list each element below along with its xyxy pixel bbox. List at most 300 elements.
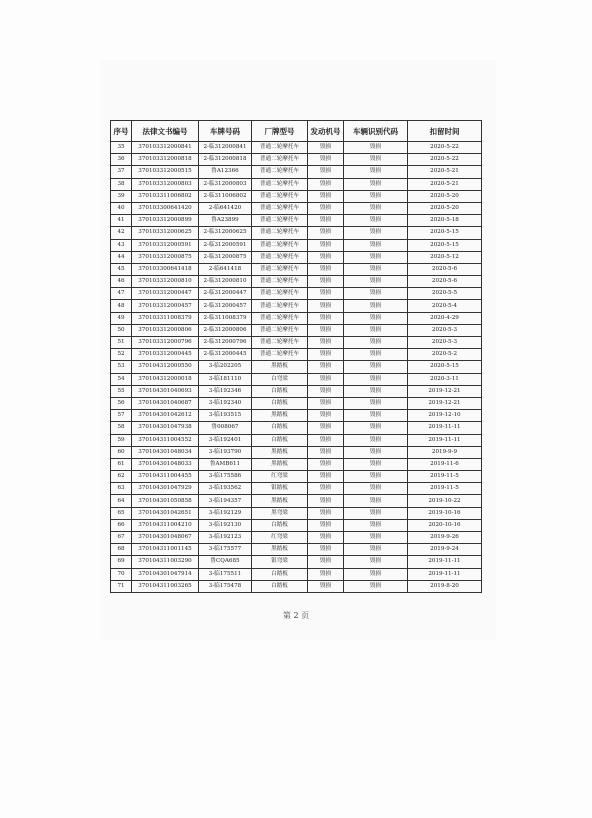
detention-date-cell: 2019-11-11: [408, 556, 482, 568]
serial-no-cell: 71: [111, 580, 132, 592]
table-row: [111, 373, 482, 385]
plate-no-cell: 3-临193562: [199, 483, 252, 495]
detention-date-cell: 2020-5-15: [408, 227, 482, 239]
document-no-cell: 370103311006802: [132, 190, 199, 202]
engine-no-cell: 毁损: [308, 239, 344, 251]
detention-date-cell: 2019-11-11: [408, 422, 482, 434]
table-row: [111, 495, 482, 507]
vin-cell: 毁损: [344, 239, 408, 251]
model-cell: 普通二轮摩托车: [252, 239, 308, 251]
model-cell: 银踏板: [252, 483, 308, 495]
engine-no-cell: 毁损: [308, 166, 344, 178]
vin-cell: 毁损: [344, 337, 408, 349]
model-cell: 白踏板: [252, 580, 308, 592]
vin-cell: 毁损: [344, 251, 408, 263]
plate-no-cell: 3-临192346: [199, 385, 252, 397]
header-document-no: 法律文书编号: [132, 121, 199, 142]
engine-no-cell: 毁损: [308, 495, 344, 507]
detention-date-cell: 2019-9-9: [408, 446, 482, 458]
vin-cell: 毁损: [344, 166, 408, 178]
document-no-cell: 370104301042612: [132, 410, 199, 422]
document-no-cell: 370104311004552: [132, 434, 199, 446]
engine-no-cell: 毁损: [308, 446, 344, 458]
detention-date-cell: 2019-11-11: [408, 568, 482, 580]
table-row: [111, 215, 482, 227]
plate-no-cell: 3-临193515: [199, 410, 252, 422]
vin-cell: 毁损: [344, 580, 408, 592]
document-no-cell: 370104312000550: [132, 361, 199, 373]
vin-cell: 毁损: [344, 519, 408, 531]
table-row: [111, 568, 482, 580]
vin-cell: 毁损: [344, 410, 408, 422]
serial-no-cell: 48: [111, 300, 132, 312]
plate-no-cell: 3-临192123: [199, 532, 252, 544]
detention-date-cell: 2019-11-5: [408, 471, 482, 483]
vin-cell: 毁损: [344, 434, 408, 446]
table-row: [111, 324, 482, 336]
engine-no-cell: 毁损: [308, 385, 344, 397]
vin-cell: 毁损: [344, 276, 408, 288]
engine-no-cell: 毁损: [308, 361, 344, 373]
model-cell: 普通二轮摩托车: [252, 263, 308, 275]
plate-no-cell: 2-临312000591: [199, 239, 252, 251]
document-no-cell: 370103312000806: [132, 324, 199, 336]
document-no-cell: 370103312000796: [132, 337, 199, 349]
vin-cell: 毁损: [344, 471, 408, 483]
engine-no-cell: 毁损: [308, 471, 344, 483]
document-no-cell: 370104301047914: [132, 568, 199, 580]
plate-no-cell: 3-临181110: [199, 373, 252, 385]
detention-date-cell: 2019-12-21: [408, 397, 482, 409]
detention-date-cell: 2019-12-10: [408, 410, 482, 422]
vin-cell: 毁损: [344, 154, 408, 166]
table-row: [111, 142, 482, 154]
document-no-cell: 370104311004210: [132, 519, 199, 531]
table-row: [111, 337, 482, 349]
serial-no-cell: 49: [111, 312, 132, 324]
table-row: [111, 300, 482, 312]
table-row: [111, 385, 482, 397]
detention-date-cell: 2020-5-5: [408, 288, 482, 300]
serial-no-cell: 44: [111, 251, 132, 263]
plate-no-cell: 鲁A23899: [199, 215, 252, 227]
vin-cell: 毁损: [344, 227, 408, 239]
serial-no-cell: 50: [111, 324, 132, 336]
table-row: [111, 580, 482, 592]
engine-no-cell: 毁损: [308, 263, 344, 275]
model-cell: 普通二轮摩托车: [252, 276, 308, 288]
plate-no-cell: 鲁AMB611: [199, 458, 252, 470]
document-no-cell: 370104311003265: [132, 580, 199, 592]
table-row: [111, 276, 482, 288]
serial-no-cell: 56: [111, 397, 132, 409]
detention-date-cell: 2020-5-6: [408, 263, 482, 275]
serial-no-cell: 70: [111, 568, 132, 580]
header-serial-no: 序号: [111, 121, 132, 142]
document-no-cell: 370103312000810: [132, 276, 199, 288]
table-body: [111, 142, 482, 593]
document-no-cell: 370104301050858: [132, 495, 199, 507]
detention-date-cell: 2020-5-15: [408, 361, 482, 373]
serial-no-cell: 43: [111, 239, 132, 251]
engine-no-cell: 毁损: [308, 142, 344, 154]
document-no-cell: 370103312000591: [132, 239, 199, 251]
serial-no-cell: 57: [111, 410, 132, 422]
serial-no-cell: 65: [111, 507, 132, 519]
plate-no-cell: 3-临175511: [199, 568, 252, 580]
plate-no-cell: 2-临312000841: [199, 142, 252, 154]
engine-no-cell: 毁损: [308, 227, 344, 239]
vin-cell: 毁损: [344, 458, 408, 470]
table-row: [111, 361, 482, 373]
model-cell: 普通二轮摩托车: [252, 154, 308, 166]
serial-no-cell: 38: [111, 178, 132, 190]
engine-no-cell: 毁损: [308, 288, 344, 300]
table-header-row: [111, 121, 482, 142]
serial-no-cell: 69: [111, 556, 132, 568]
vin-cell: 毁损: [344, 507, 408, 519]
plate-no-cell: 3-临192401: [199, 434, 252, 446]
plate-no-cell: 2-临312000796: [199, 337, 252, 349]
serial-no-cell: 37: [111, 166, 132, 178]
table-row: [111, 239, 482, 251]
model-cell: 白踏板: [252, 397, 308, 409]
table-row: [111, 397, 482, 409]
document-no-cell: 370104301047929: [132, 483, 199, 495]
document-no-cell: 370103312000899: [132, 215, 199, 227]
document-no-cell: 370104301042651: [132, 507, 199, 519]
plate-no-cell: 3-临194357: [199, 495, 252, 507]
engine-no-cell: 毁损: [308, 312, 344, 324]
detention-date-cell: 2020-3-11: [408, 373, 482, 385]
plate-no-cell: 3-临192129: [199, 507, 252, 519]
detention-date-cell: 2019-9-26: [408, 532, 482, 544]
document-no-cell: 370104311004455: [132, 471, 199, 483]
plate-no-cell: 鲁008067: [199, 422, 252, 434]
detention-date-cell: 2020-5-20: [408, 190, 482, 202]
engine-no-cell: 毁损: [308, 544, 344, 556]
detention-date-cell: 2019-10-16: [408, 507, 482, 519]
table-row: [111, 154, 482, 166]
table-row: [111, 446, 482, 458]
vin-cell: 毁损: [344, 142, 408, 154]
engine-no-cell: 毁损: [308, 349, 344, 361]
model-cell: 白踏板: [252, 422, 308, 434]
model-cell: 银弯梁: [252, 556, 308, 568]
engine-no-cell: 毁损: [308, 215, 344, 227]
vin-cell: 毁损: [344, 215, 408, 227]
serial-no-cell: 51: [111, 337, 132, 349]
detention-date-cell: 2020-5-2: [408, 349, 482, 361]
vin-cell: 毁损: [344, 373, 408, 385]
document-no-cell: 370103312000818: [132, 154, 199, 166]
vin-cell: 毁损: [344, 361, 408, 373]
page-number: 第 2 页: [282, 611, 310, 620]
serial-no-cell: 67: [111, 532, 132, 544]
plate-no-cell: 2-临312000806: [199, 324, 252, 336]
table-row: [111, 556, 482, 568]
plate-no-cell: 2-临312000625: [199, 227, 252, 239]
detention-date-cell: 2020-5-21: [408, 166, 482, 178]
document-no-cell: 370104301048067: [132, 532, 199, 544]
table-row: [111, 544, 482, 556]
engine-no-cell: 毁损: [308, 154, 344, 166]
document-no-cell: 370104301048034: [132, 446, 199, 458]
document-no-cell: 370104301048033: [132, 458, 199, 470]
engine-no-cell: 毁损: [308, 324, 344, 336]
table-row: [111, 227, 482, 239]
plate-no-cell: 2-临311008379: [199, 312, 252, 324]
vin-cell: 毁损: [344, 544, 408, 556]
model-cell: 普通二轮摩托车: [252, 166, 308, 178]
table-row: [111, 507, 482, 519]
table-row: [111, 312, 482, 324]
serial-no-cell: 41: [111, 215, 132, 227]
engine-no-cell: 毁损: [308, 276, 344, 288]
table-row: [111, 532, 482, 544]
detention-date-cell: 2020-5-22: [408, 154, 482, 166]
model-cell: 普通二轮摩托车: [252, 312, 308, 324]
model-cell: 白弯梁: [252, 373, 308, 385]
model-cell: 红弯梁: [252, 471, 308, 483]
vin-cell: 毁损: [344, 288, 408, 300]
plate-no-cell: 2-临312000457: [199, 300, 252, 312]
table-row: [111, 410, 482, 422]
plate-no-cell: 3-临193790: [199, 446, 252, 458]
engine-no-cell: 毁损: [308, 483, 344, 495]
engine-no-cell: 毁损: [308, 300, 344, 312]
engine-no-cell: 毁损: [308, 507, 344, 519]
detention-date-cell: 2020-5-6: [408, 276, 482, 288]
header-engine-no: 发动机号: [308, 121, 344, 142]
detention-date-cell: 2020-5-22: [408, 142, 482, 154]
document-no-cell: 370103300641420: [132, 202, 199, 214]
engine-no-cell: 毁损: [308, 337, 344, 349]
document-no-cell: 370103312000457: [132, 300, 199, 312]
detention-date-cell: 2019-11-5: [408, 483, 482, 495]
model-cell: 白踏板: [252, 434, 308, 446]
document-no-cell: 370103311008379: [132, 312, 199, 324]
detention-date-cell: 2020-5-21: [408, 178, 482, 190]
engine-no-cell: 毁损: [308, 568, 344, 580]
engine-no-cell: 毁损: [308, 373, 344, 385]
vin-cell: 毁损: [344, 190, 408, 202]
document-no-cell: 370103312000841: [132, 142, 199, 154]
model-cell: 普通二轮摩托车: [252, 215, 308, 227]
model-cell: 黑踏板: [252, 544, 308, 556]
engine-no-cell: 毁损: [308, 422, 344, 434]
model-cell: 普通二轮摩托车: [252, 251, 308, 263]
model-cell: 黑踏板: [252, 361, 308, 373]
model-cell: 黑踏板: [252, 458, 308, 470]
vin-cell: 毁损: [344, 495, 408, 507]
engine-no-cell: 毁损: [308, 556, 344, 568]
plate-no-cell: 鲁A12366: [199, 166, 252, 178]
document-no-cell: 370103312000515: [132, 166, 199, 178]
detention-date-cell: 2020-5-3: [408, 324, 482, 336]
document-no-cell: 370104301047938: [132, 422, 199, 434]
header-plate-no: 车牌号码: [199, 121, 252, 142]
plate-no-cell: 2-临312000803: [199, 178, 252, 190]
model-cell: 普通二轮摩托车: [252, 288, 308, 300]
vin-cell: 毁损: [344, 300, 408, 312]
document-no-cell: 370103312000445: [132, 349, 199, 361]
table-row: [111, 349, 482, 361]
vin-cell: 毁损: [344, 568, 408, 580]
document-no-cell: 370104311003290: [132, 556, 199, 568]
model-cell: 红弯梁: [252, 532, 308, 544]
serial-no-cell: 40: [111, 202, 132, 214]
vin-cell: 毁损: [344, 263, 408, 275]
plate-no-cell: 3-临192340: [199, 397, 252, 409]
serial-no-cell: 45: [111, 263, 132, 275]
serial-no-cell: 39: [111, 190, 132, 202]
detention-date-cell: 2019-11-11: [408, 434, 482, 446]
engine-no-cell: 毁损: [308, 178, 344, 190]
header-vin: 车辆识别代码: [344, 121, 408, 142]
model-cell: 黑踏板: [252, 495, 308, 507]
model-cell: 普通二轮摩托车: [252, 178, 308, 190]
table-row: [111, 483, 482, 495]
vin-cell: 毁损: [344, 385, 408, 397]
engine-no-cell: 毁损: [308, 202, 344, 214]
document-no-cell: 370103312000803: [132, 178, 199, 190]
serial-no-cell: 64: [111, 495, 132, 507]
model-cell: 白踏板: [252, 568, 308, 580]
vin-cell: 毁损: [344, 349, 408, 361]
table-row: [111, 422, 482, 434]
detention-date-cell: 2020-5-15: [408, 239, 482, 251]
plate-no-cell: 2-临312000445: [199, 349, 252, 361]
vin-cell: 毁损: [344, 324, 408, 336]
vin-cell: 毁损: [344, 397, 408, 409]
serial-no-cell: 61: [111, 458, 132, 470]
engine-no-cell: 毁损: [308, 532, 344, 544]
detention-date-cell: 2019-10-22: [408, 495, 482, 507]
vehicle-detention-table: [110, 120, 482, 593]
detention-date-cell: 2020-10-16: [408, 519, 482, 531]
serial-no-cell: 58: [111, 422, 132, 434]
table-row: [111, 288, 482, 300]
serial-no-cell: 59: [111, 434, 132, 446]
detention-date-cell: 2020-5-4: [408, 300, 482, 312]
model-cell: 普通二轮摩托车: [252, 300, 308, 312]
engine-no-cell: 毁损: [308, 410, 344, 422]
engine-no-cell: 毁损: [308, 190, 344, 202]
plate-no-cell: 2-临311006802: [199, 190, 252, 202]
model-cell: 黑弯梁: [252, 507, 308, 519]
serial-no-cell: 66: [111, 519, 132, 531]
detention-date-cell: 2019-9-24: [408, 544, 482, 556]
document-no-cell: 370103312000447: [132, 288, 199, 300]
model-cell: 黑踏板: [252, 410, 308, 422]
detention-date-cell: 2020-5-12: [408, 251, 482, 263]
table-row: [111, 471, 482, 483]
vin-cell: 毁损: [344, 422, 408, 434]
model-cell: 白踏板: [252, 519, 308, 531]
serial-no-cell: 47: [111, 288, 132, 300]
model-cell: 普通二轮摩托车: [252, 142, 308, 154]
model-cell: 普通二轮摩托车: [252, 337, 308, 349]
detention-date-cell: 2019-12-21: [408, 385, 482, 397]
serial-no-cell: 42: [111, 227, 132, 239]
engine-no-cell: 毁损: [308, 580, 344, 592]
serial-no-cell: 60: [111, 446, 132, 458]
engine-no-cell: 毁损: [308, 434, 344, 446]
serial-no-cell: 62: [111, 471, 132, 483]
document-no-cell: 370104311001145: [132, 544, 199, 556]
model-cell: 普通二轮摩托车: [252, 227, 308, 239]
vin-cell: 毁损: [344, 312, 408, 324]
model-cell: 普通二轮摩托车: [252, 349, 308, 361]
vin-cell: 毁损: [344, 446, 408, 458]
engine-no-cell: 毁损: [308, 397, 344, 409]
vin-cell: 毁损: [344, 178, 408, 190]
table-row: [111, 202, 482, 214]
serial-no-cell: 52: [111, 349, 132, 361]
plate-no-cell: 2-临312000875: [199, 251, 252, 263]
vin-cell: 毁损: [344, 532, 408, 544]
plate-no-cell: 2-临641418: [199, 263, 252, 275]
plate-no-cell: 2-临312000810: [199, 276, 252, 288]
serial-no-cell: 46: [111, 276, 132, 288]
table-row: [111, 166, 482, 178]
serial-no-cell: 68: [111, 544, 132, 556]
table-row: [111, 519, 482, 531]
plate-no-cell: 鲁CQA685: [199, 556, 252, 568]
vin-cell: 毁损: [344, 202, 408, 214]
table-row: [111, 263, 482, 275]
table-row: [111, 434, 482, 446]
plate-no-cell: 2-临312000818: [199, 154, 252, 166]
detention-date-cell: 2019-8-20: [408, 580, 482, 592]
plate-no-cell: 2-临641420: [199, 202, 252, 214]
document-no-cell: 370104312000018: [132, 373, 199, 385]
serial-no-cell: 55: [111, 385, 132, 397]
vin-cell: 毁损: [344, 483, 408, 495]
detention-date-cell: 2020-5-20: [408, 202, 482, 214]
detention-date-cell: 2020-4-29: [408, 312, 482, 324]
document-no-cell: 370103312000625: [132, 227, 199, 239]
serial-no-cell: 36: [111, 154, 132, 166]
model-cell: 黑踏板: [252, 446, 308, 458]
plate-no-cell: 3-临192130: [199, 519, 252, 531]
table-row: [111, 190, 482, 202]
model-cell: 白踏板: [252, 385, 308, 397]
vin-cell: 毁损: [344, 556, 408, 568]
table-row: [111, 178, 482, 190]
document-no-cell: 370103312000875: [132, 251, 199, 263]
plate-no-cell: 3-临202205: [199, 361, 252, 373]
engine-no-cell: 毁损: [308, 458, 344, 470]
document-no-cell: 370104301040693: [132, 385, 199, 397]
document-no-cell: 370104301040687: [132, 397, 199, 409]
detention-date-cell: 2020-5-18: [408, 215, 482, 227]
detention-date-cell: 2020-5-3: [408, 337, 482, 349]
model-cell: 普通二轮摩托车: [252, 324, 308, 336]
header-model: 厂牌型号: [252, 121, 308, 142]
serial-no-cell: 63: [111, 483, 132, 495]
plate-no-cell: 3-临175577: [199, 544, 252, 556]
table-row: [111, 458, 482, 470]
plate-no-cell: 3-临175478: [199, 580, 252, 592]
plate-no-cell: 2-临312000447: [199, 288, 252, 300]
table-row: [111, 251, 482, 263]
detention-date-cell: 2019-11-6: [408, 458, 482, 470]
plate-no-cell: 3-临175586: [199, 471, 252, 483]
serial-no-cell: 35: [111, 142, 132, 154]
serial-no-cell: 53: [111, 361, 132, 373]
